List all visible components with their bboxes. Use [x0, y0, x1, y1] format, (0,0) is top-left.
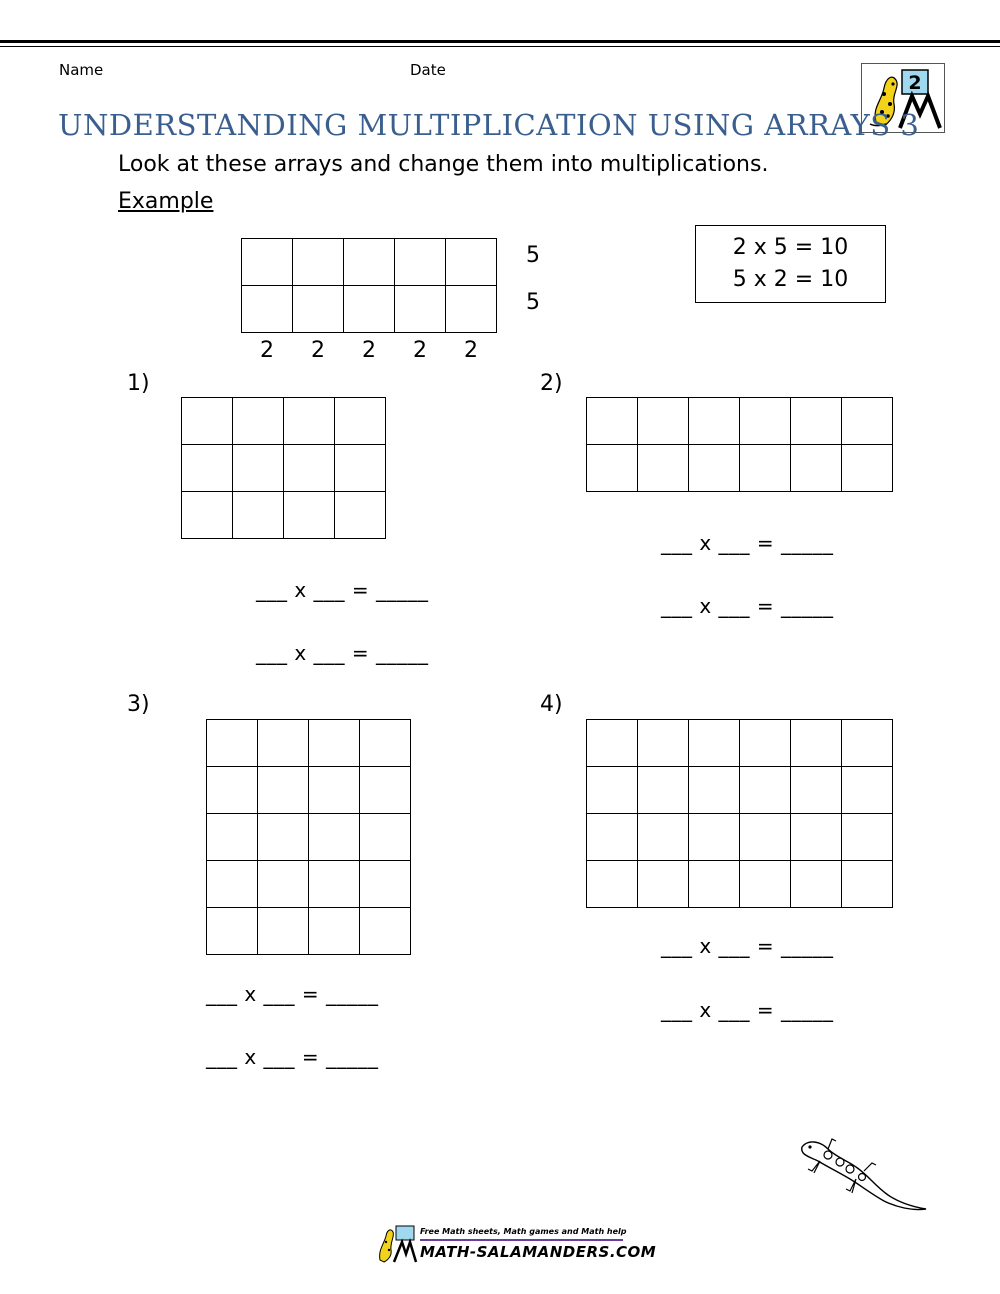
example-answer: 2 x 5 = 10	[732, 235, 849, 260]
problem-number: 2)	[540, 371, 563, 396]
example-col-label: 2	[362, 338, 376, 363]
problem-4-array	[586, 719, 893, 908]
top-rule-thick	[0, 40, 1000, 43]
name-label: Name	[59, 61, 104, 79]
example-array	[241, 238, 497, 333]
problem-2-array	[586, 397, 893, 492]
answer-blank[interactable]: ___ x ___ = _____	[661, 531, 834, 555]
answer-blank[interactable]: ___ x ___ = _____	[256, 578, 429, 602]
salamander-icon	[798, 1135, 930, 1215]
answer-blank[interactable]: ___ x ___ = _____	[256, 641, 429, 665]
footer-brand[interactable]: MATH-SALAMANDERS.COM	[420, 1243, 657, 1261]
problem-number: 4)	[540, 692, 563, 717]
grade-badge: 2	[908, 72, 922, 94]
problem-1-array	[181, 397, 386, 539]
top-rule-thin	[0, 46, 1000, 47]
footer-tagline: Free Math sheets, Math games and Math help	[420, 1227, 627, 1236]
instructions: Look at these arrays and change them into multiplications.	[118, 152, 769, 177]
example-col-label: 2	[413, 338, 427, 363]
answer-blank[interactable]: ___ x ___ = _____	[661, 934, 834, 958]
problem-number: 1)	[127, 371, 150, 396]
answer-blank[interactable]: ___ x ___ = _____	[661, 594, 834, 618]
footer-divider	[420, 1239, 623, 1241]
example-row-label: 5	[526, 290, 540, 315]
example-label: Example	[118, 189, 214, 214]
example-answer: 5 x 2 = 10	[732, 267, 849, 292]
page-title: UNDERSTANDING MULTIPLICATION USING ARRAYS 3	[58, 108, 920, 142]
footer-logo-icon	[374, 1224, 418, 1264]
answer-blank[interactable]: ___ x ___ = _____	[206, 1045, 379, 1069]
example-col-label: 2	[464, 338, 478, 363]
example-col-label: 2	[260, 338, 274, 363]
example-answer-box	[695, 225, 886, 303]
answer-blank[interactable]: ___ x ___ = _____	[206, 982, 379, 1006]
example-col-label: 2	[311, 338, 325, 363]
answer-blank[interactable]: ___ x ___ = _____	[661, 998, 834, 1022]
example-row-label: 5	[526, 243, 540, 268]
date-label: Date	[410, 61, 446, 79]
problem-3-array	[206, 719, 411, 955]
problem-number: 3)	[127, 692, 150, 717]
